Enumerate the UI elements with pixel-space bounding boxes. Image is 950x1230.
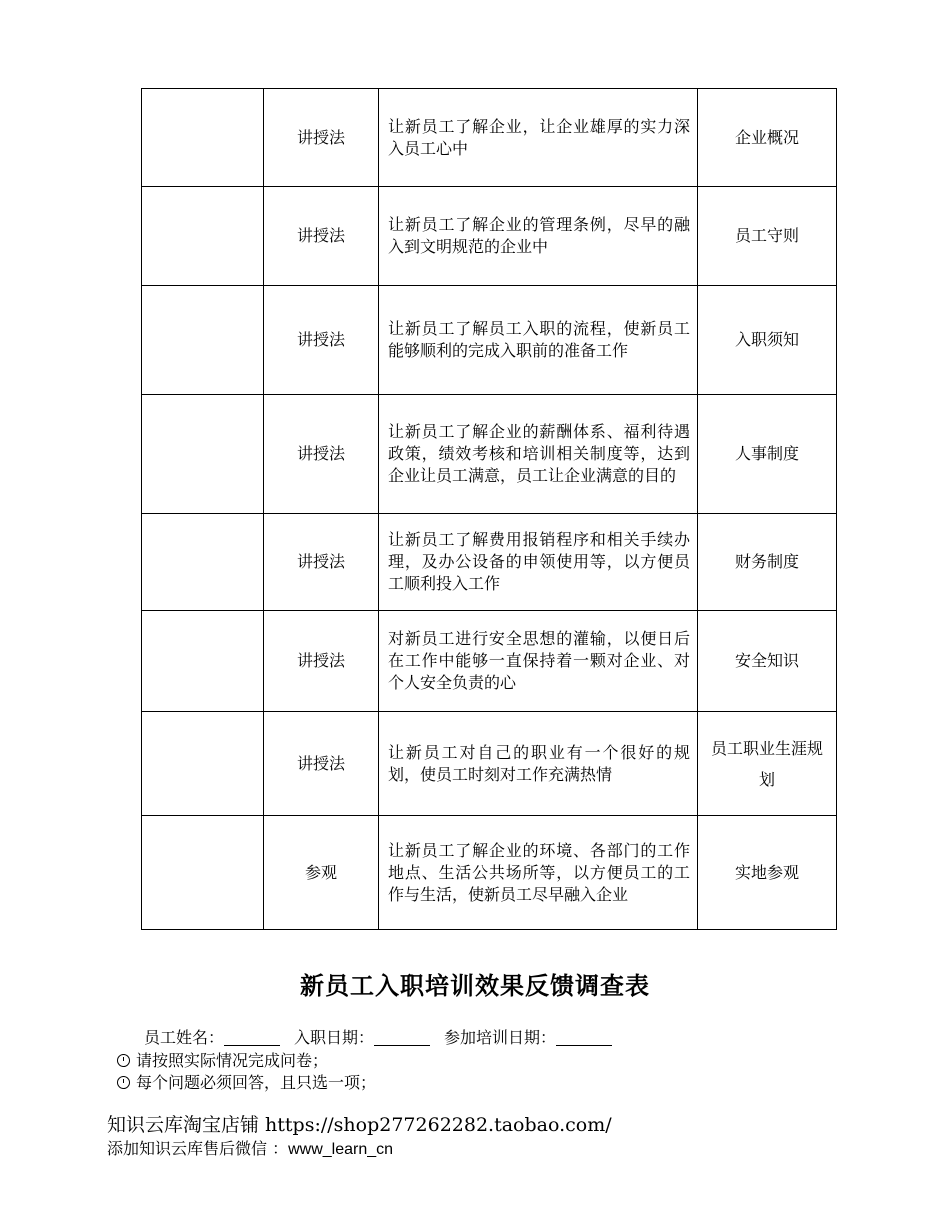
method-cell: 讲授法 (264, 712, 379, 816)
table-row (142, 712, 837, 816)
blank-cell (142, 514, 264, 611)
method-cell: 参观 (264, 816, 379, 930)
purpose-cell: 让新员工了解企业的薪酬体系、福利待遇政策，绩效考核和培训相关制度等，达到企业让员工满意，员工让企业满意的目的 (379, 395, 698, 514)
topic-cell: 员工职业生涯规划 (698, 712, 837, 816)
blank-cell (142, 395, 264, 514)
shop-link-line: 知识云库淘宝店铺 https://shop277262282.taobao.com/ (107, 1114, 612, 1136)
topic-cell: 人事制度 (698, 395, 837, 514)
entry-date-blank (374, 1029, 430, 1046)
instruction-text: 请按照实际情况完成问卷； (136, 1051, 329, 1070)
purpose-cell: 让新员工对自己的职业有一个很好的规划，使员工时刻对工作充满热情 (379, 712, 698, 816)
method-cell: 讲授法 (264, 286, 379, 395)
clock-bullet-icon (117, 1054, 130, 1067)
blank-cell (142, 816, 264, 930)
table-row (142, 514, 837, 611)
table-row (142, 286, 837, 395)
table-row (142, 395, 837, 514)
wechat-line (107, 1136, 393, 1159)
employee-info-line (144, 1025, 626, 1048)
blank-cell (142, 187, 264, 286)
method-cell: 讲授法 (264, 514, 379, 611)
purpose-cell: 让新员工了解企业的管理条例，尽早的融入到文明规范的企业中 (379, 187, 698, 286)
blank-cell (142, 286, 264, 395)
topic-cell: 财务制度 (698, 514, 837, 611)
purpose-cell: 让新员工了解员工入职的流程，使新员工能够顺利的完成入职前的准备工作 (379, 286, 698, 395)
method-cell: 讲授法 (264, 89, 379, 187)
instruction-note (117, 1070, 376, 1093)
training-course-table (141, 88, 837, 930)
training-date-label: 参加培训日期： (444, 1028, 557, 1047)
purpose-cell: 让新员工了解企业，让企业雄厚的实力深入员工心中 (379, 89, 698, 187)
blank-cell (142, 89, 264, 187)
clock-bullet-icon (117, 1076, 130, 1089)
employee-name-blank (224, 1029, 280, 1046)
table-row (142, 187, 837, 286)
wechat-id: www_learn_cn (288, 1141, 394, 1158)
topic-cell: 企业概况 (698, 89, 837, 187)
entry-date-label: 入职日期： (294, 1028, 375, 1047)
instruction-text: 每个问题必须回答，且只选一项； (136, 1073, 377, 1092)
purpose-cell: 让新员工了解费用报销程序和相关手续办理，及办公设备的申领使用等，以方便员工顺利投入工作 (379, 514, 698, 611)
method-cell: 讲授法 (264, 611, 379, 712)
instruction-note (117, 1048, 328, 1071)
topic-cell: 安全知识 (698, 611, 837, 712)
blank-cell (142, 611, 264, 712)
method-cell: 讲授法 (264, 187, 379, 286)
employee-name-label: 员工姓名： (144, 1028, 225, 1047)
topic-cell: 入职须知 (698, 286, 837, 395)
blank-cell (142, 712, 264, 816)
wechat-label: 添加知识云库售后微信 ： (107, 1139, 289, 1158)
topic-cell: 实地参观 (698, 816, 837, 930)
purpose-cell: 对新员工进行安全思想的灌输，以便日后在工作中能够一直保持着一颗对企业、对个人安全负责的心 (379, 611, 698, 712)
purpose-cell: 让新员工了解企业的环境、各部门的工作地点、生活公共场所等，以方便员工的工作与生活，使新员工尽早融入企业 (379, 816, 698, 930)
training-date-blank (556, 1029, 612, 1046)
method-cell: 讲授法 (264, 395, 379, 514)
topic-cell: 员工守则 (698, 187, 837, 286)
table-row (142, 89, 837, 187)
table-row (142, 816, 837, 930)
table-row (142, 611, 837, 712)
survey-title: 新员工入职培训效果反馈调查表 (300, 971, 650, 1000)
